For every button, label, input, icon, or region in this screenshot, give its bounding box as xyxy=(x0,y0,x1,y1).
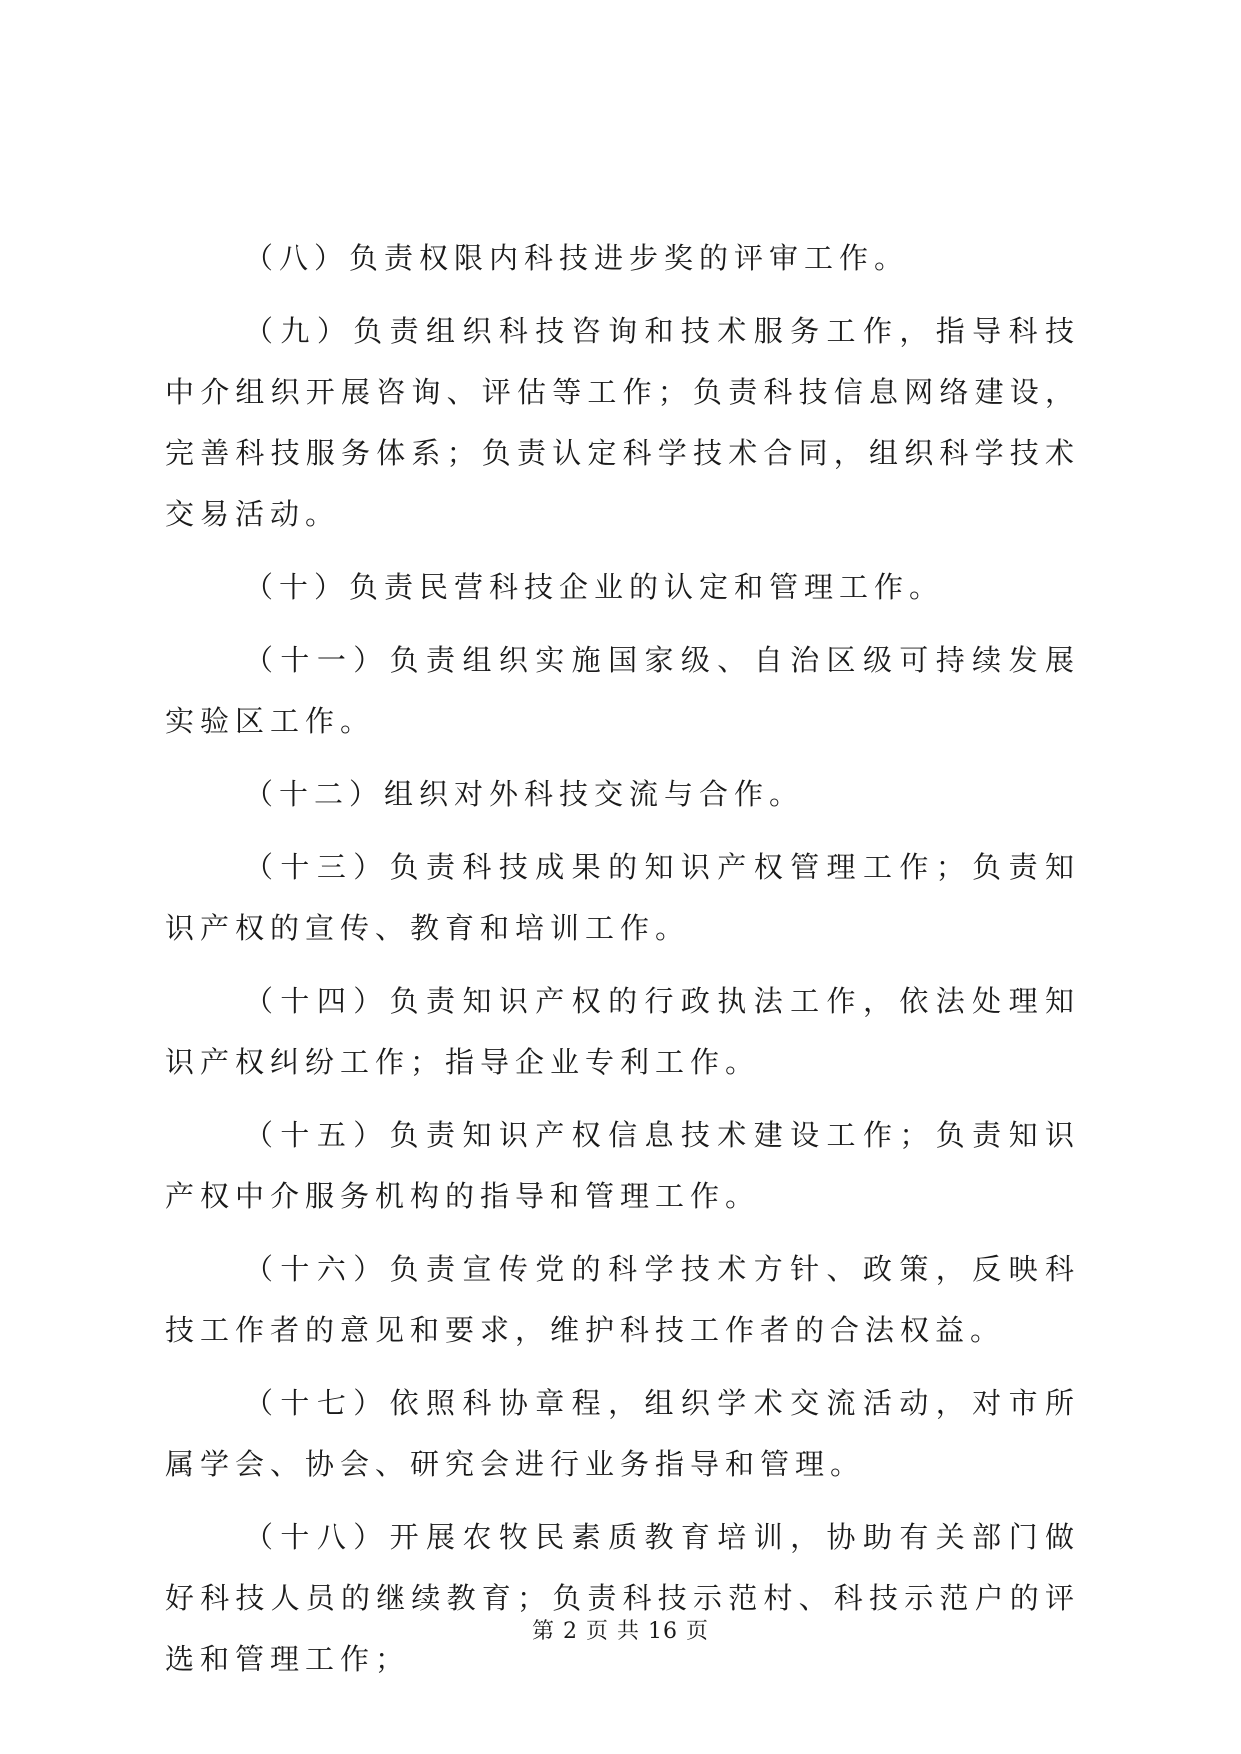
paragraph-18: （十八）开展农牧民素质教育培训，协助有关部门做好科技人员的继续教育；负责科技示范村、科技示范户的评选和管理工作； xyxy=(165,1520,1080,1676)
paragraph-17: （十七）依照科协章程，组织学术交流活动，对市所属学会、协会、研究会进行业务指导和管理。 xyxy=(165,1386,1080,1481)
paragraph-13: （十三）负责科技成果的知识产权管理工作；负责知识产权的宣传、教育和培训工作。 xyxy=(165,850,1080,945)
paragraph-9: （九）负责组织科技咨询和技术服务工作，指导科技中介组织开展咨询、评估等工作；负责科技信息网络建设，完善科技服务体系；负责认定科学技术合同，组织科学技术交易活动。 xyxy=(165,314,1080,531)
paragraph-12: （十二）组织对外科技交流与合作。 xyxy=(244,777,805,811)
paragraph-11: （十一）负责组织实施国家级、自治区级可持续发展实验区工作。 xyxy=(165,643,1080,738)
paragraph-16: （十六）负责宣传党的科学技术方针、政策，反映科技工作者的意见和要求，维护科技工作者的合法权益。 xyxy=(165,1252,1080,1347)
document-body xyxy=(165,228,1080,1702)
page-number-footer: 第 2 页 共 16 页 xyxy=(532,1619,709,1644)
paragraph-14: （十四）负责知识产权的行政执法工作，依法处理知识产权纠纷工作；指导企业专利工作。 xyxy=(165,984,1080,1079)
paragraph-15: （十五）负责知识产权信息技术建设工作；负责知识产权中介服务机构的指导和管理工作。 xyxy=(165,1118,1080,1213)
paragraph-8: （八）负责权限内科技进步奖的评审工作。 xyxy=(244,241,910,275)
paragraph-10: （十）负责民营科技企业的认定和管理工作。 xyxy=(244,570,945,604)
